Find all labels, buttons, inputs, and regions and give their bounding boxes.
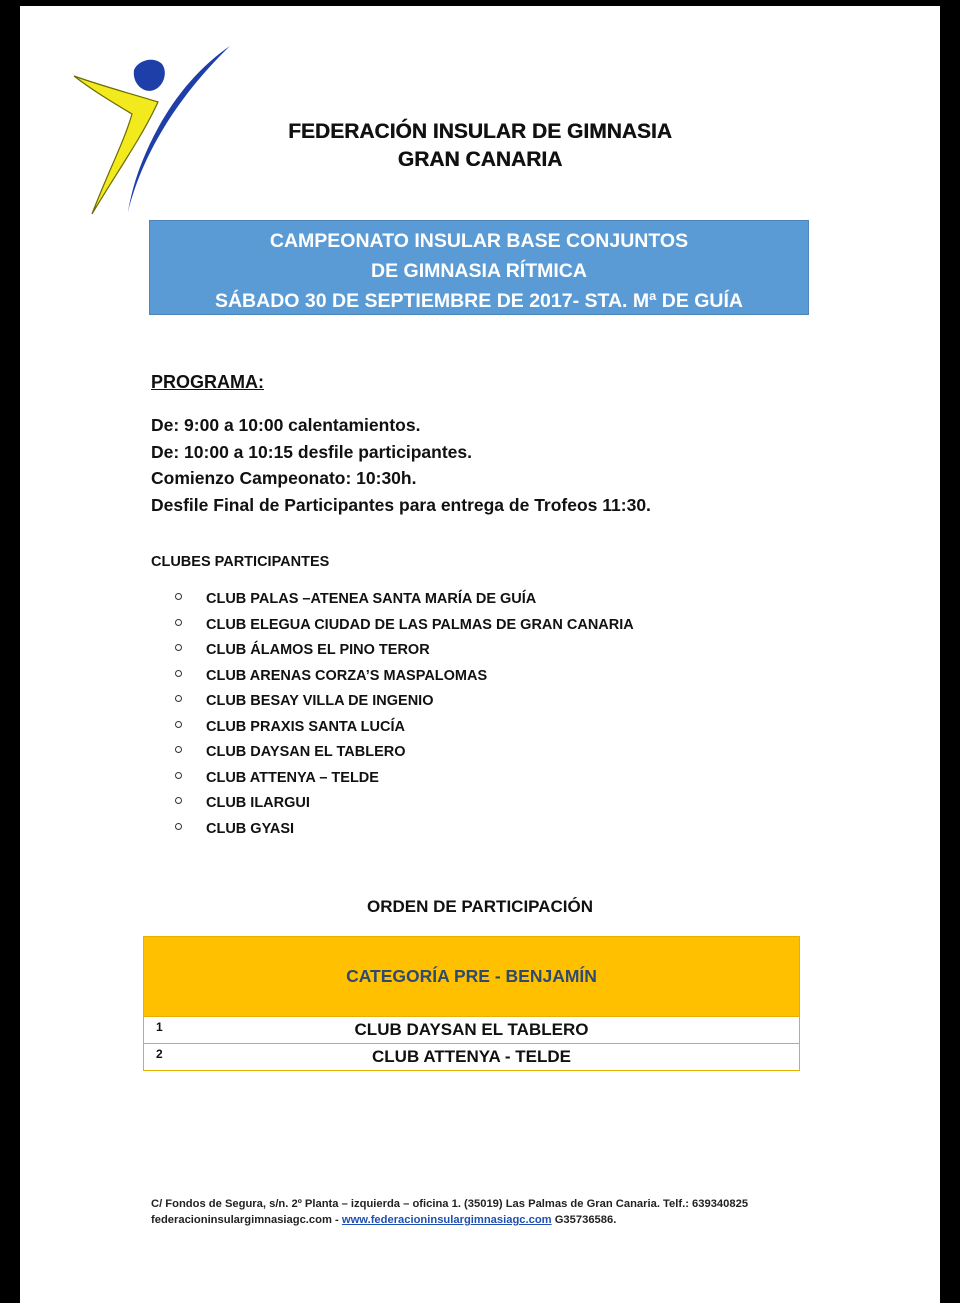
table-row (144, 1043, 799, 1070)
club-name: CLUB ILARGUI (206, 795, 310, 811)
bullet-icon (175, 695, 182, 702)
club-name: CLUB ATTENYA – TELDE (206, 769, 379, 786)
bullet-icon (175, 797, 182, 804)
table-row (144, 1016, 799, 1043)
club-name: CLUB PRAXIS SANTA LUCÍA (206, 718, 405, 735)
org-line-2: GRAN CANARIA (397, 148, 563, 171)
row-club: CLUB DAYSAN EL TABLERO (354, 1020, 589, 1039)
footer-separator: - (331, 1214, 342, 1226)
schedule-line: Desfile Final de Participantes para entrega de Trofeos 11:30. (151, 494, 651, 515)
footer (151, 1196, 748, 1228)
schedule-line: Comienzo Campeonato: 10:30h. (151, 468, 417, 488)
document-page (20, 6, 940, 1303)
club-name: CLUB ARENAS CORZA’S MASPALOMAS (206, 667, 488, 684)
orden-heading: ORDEN DE PARTICIPACIÓN (366, 897, 594, 916)
club-name: CLUB PALAS –ATENEA SANTA MARÍA DE GUÍA (206, 591, 537, 607)
row-number: 2 (156, 1047, 163, 1061)
bullet-icon (175, 619, 182, 626)
schedule-line: De: 10:00 a 10:15 desfile participantes. (151, 441, 472, 462)
banner-line-1: CAMPEONATO INSULAR BASE CONJUNTOS (269, 230, 689, 252)
footer-address: C/ Fondos de Segura, s/n. 2º Planta – izquierda – oficina 1. (35019) Las Palmas de Gran Canaria. Telf.: 639340825 (151, 1198, 749, 1210)
row-number: 1 (156, 1020, 163, 1034)
organization-name (170, 118, 790, 174)
programa-heading: PROGRAMA: (151, 372, 264, 392)
row-club: CLUB ATTENYA - TELDE (372, 1047, 571, 1066)
footer-email: federacioninsulargimnasiagc.com (151, 1214, 332, 1226)
website-link[interactable]: www.federacioninsulargimnasiagc.com (341, 1214, 552, 1226)
schedule-line: De: 9:00 a 10:00 calentamientos. (151, 415, 421, 435)
footer-contact (151, 1212, 748, 1228)
bullet-icon (175, 721, 182, 728)
category-table (143, 936, 800, 1071)
club-name: CLUB ELEGUA CIUDAD DE LAS PALMAS DE GRAN CANARIA (206, 616, 634, 633)
club-name: CLUB GYASI (206, 820, 295, 837)
club-name: CLUB DAYSAN EL TABLERO (206, 744, 406, 760)
programa-schedule (151, 412, 651, 518)
footer-tax-id: G35736586. (551, 1214, 617, 1226)
championship-banner (149, 220, 809, 315)
bullet-icon (175, 772, 182, 779)
category-header: CATEGORÍA PRE - BENJAMÍN (144, 937, 799, 1016)
club-name: CLUB BESAY VILLA DE INGENIO (206, 693, 434, 709)
banner-line-3: SÁBADO 30 DE SEPTIEMBRE DE 2017- STA. Mª DE GUÍA (214, 290, 744, 312)
logo-yellow-figure (74, 76, 158, 214)
org-line-1: FEDERACIÓN INSULAR DE GIMNASIA (288, 120, 672, 143)
logo-island-shape (134, 60, 165, 91)
bullet-icon (175, 593, 182, 600)
club-name: CLUB ÁLAMOS EL PINO TEROR (206, 642, 430, 658)
bullet-icon (175, 670, 182, 677)
bullet-icon (175, 823, 182, 830)
clubs-heading: CLUBES PARTICIPANTES (151, 554, 330, 570)
bullet-icon (175, 644, 182, 651)
bullet-icon (175, 746, 182, 753)
banner-line-2: DE GIMNASIA RÍTMICA (371, 260, 587, 282)
